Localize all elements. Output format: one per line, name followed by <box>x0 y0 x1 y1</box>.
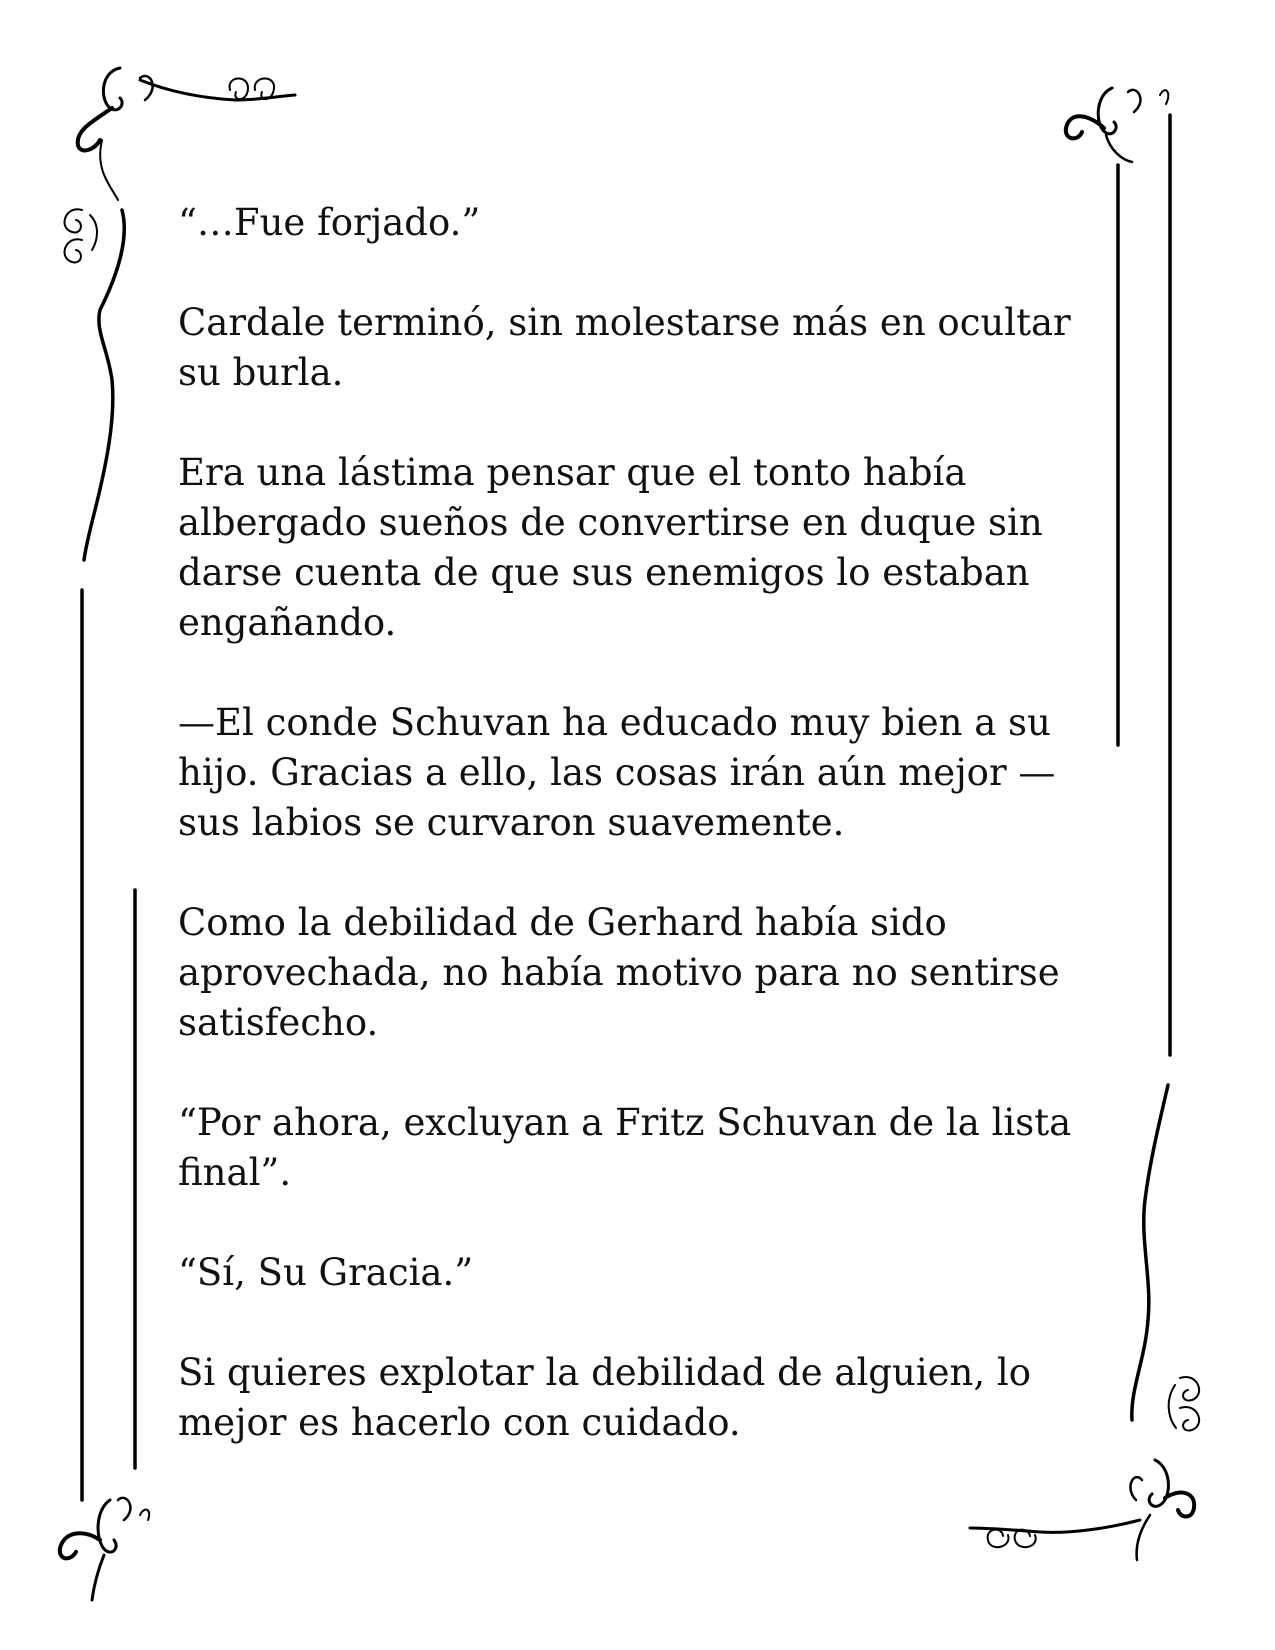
paragraph: Como la debilidad de Gerhard había sido aprovechada, no había motivo para no sentirse satisfecho. <box>178 901 1060 1044</box>
top-right-flourish-icon <box>1066 88 1169 162</box>
paragraph: Era una lástima pensar que el tonto había albergado sueños de convertirse en duque sin darse cuenta de que sus enemigos lo estaban engañando. <box>178 451 1043 644</box>
paragraph: “…Fue forjado.” <box>178 201 481 244</box>
text-body <box>178 198 1108 1448</box>
bottom-left-flourish-icon <box>60 1498 149 1600</box>
paragraph: “Sí, Su Gracia.” <box>178 1251 474 1294</box>
paragraph: —El conde Schuvan ha educado muy bien a su hijo. Gracias a ello, las cosas irán aún mejor — sus labios se curvaron suavemente. <box>178 701 1056 844</box>
paragraph: Cardale terminó, sin molestarse más en ocultar su burla. <box>178 301 1071 394</box>
paragraph: Si quieres explotar la debilidad de alguien, lo mejor es hacerlo con cuidado. <box>178 1351 1032 1444</box>
paragraph: “Por ahora, excluyan a Fritz Schuvan de la lista final”. <box>178 1101 1072 1194</box>
